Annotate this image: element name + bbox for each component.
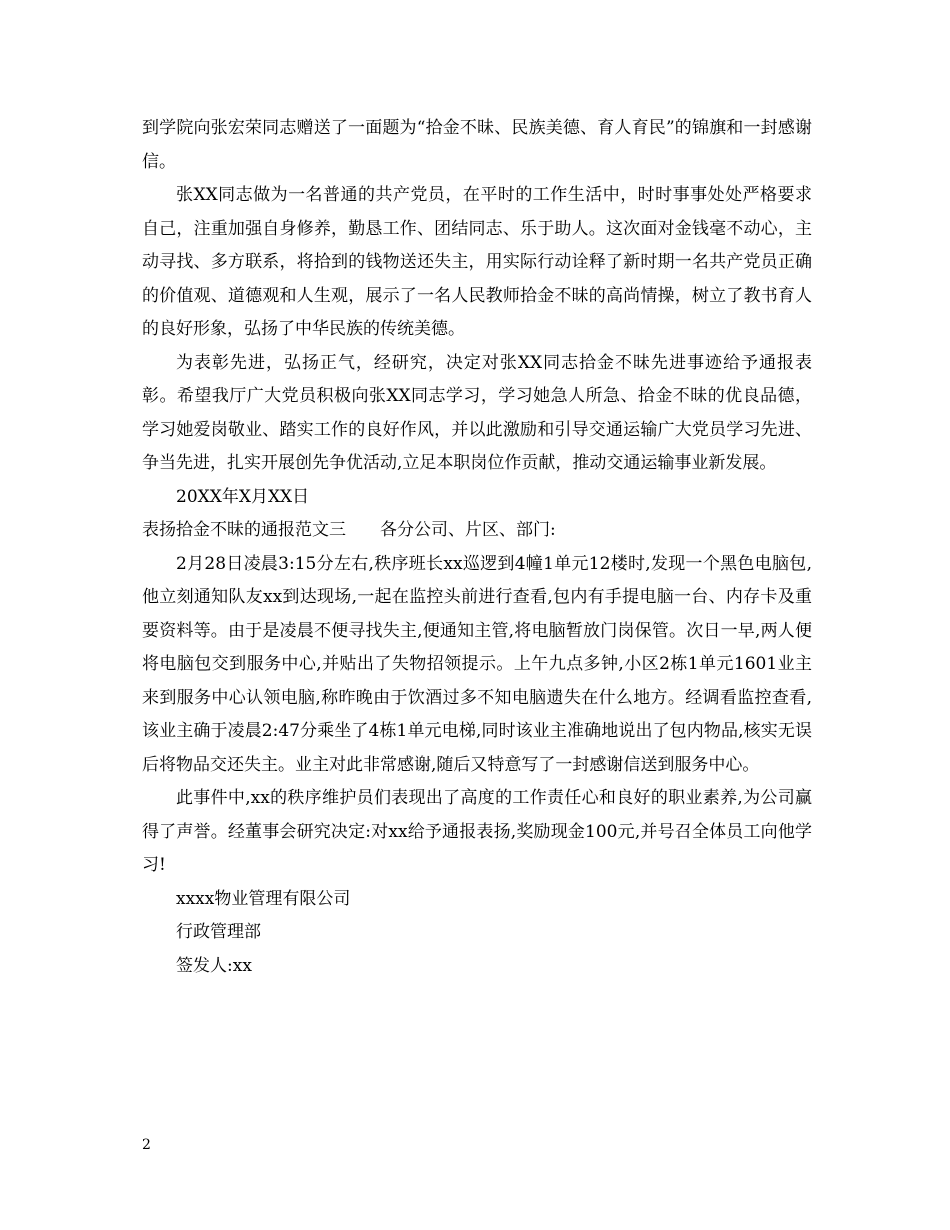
signature-issuer: 签发人:xx xyxy=(176,955,252,976)
page-number: 2 xyxy=(142,1137,151,1153)
sample-three-heading: 表扬拾金不昧的通报范文三 各分公司、片区、部门: xyxy=(142,520,556,540)
document-body xyxy=(142,112,812,983)
signature-company: xxxx物业管理有限公司 xyxy=(176,888,351,909)
paragraph-incident: 2月28日凌晨3:15分左右,秩序班长xx巡逻到4幢1单元12楼时,发现一个黑色电脑包,他立刻通知队友xx到达现场,一起在监控头前进行查看,包内有手提电脑一台、内存卡及重要资料等。由于是凌晨不便寻找失主,便通知主管,将电脑暂放门岗保管。次日一早,两人便将电脑包交到服务中心,并贴出了失物招领提示。上午九点多钟,小区2栋1单元1601业主来到服务中心认领电脑,称昨晚由于饮酒过多不知电脑遗失在什么地方。经调看监控查看,该业主确于凌晨2:47分乘坐了4栋1单元电梯,同时该业主准确地说出了包内物品,核实无误后将物品交还失主。业主对此非常感谢,随后又特意写了一封感谢信送到服务中心。 xyxy=(142,553,812,775)
paragraph-praise: 张XX同志做为一名普通的共产党员，在平时的工作生活中，时时事事处处严格要求自己，注重加强自身修养，勤恳工作、团结同志、乐于助人。这次面对金钱毫不动心，主动寻找、多方联系，将拾到的钱物送还失主，用实际行动诠释了新时期一名共产党员正确的价值观、道德观和人生观，展示了一名人民教师拾金不昧的高尚情操，树立了教书育人的良好形象，弘扬了中华民族的传统美德。 xyxy=(142,185,812,339)
date-line: 20XX年X月XX日 xyxy=(176,486,310,507)
paragraph-banner-gift: 到学院向张宏荣同志赠送了一面题为“拾金不昧、民族美德、育人育民”的锦旗和一封感谢信。 xyxy=(142,118,812,172)
signature-department: 行政管理部 xyxy=(176,922,261,942)
paragraph-decision: 此事件中,xx的秩序维护员们表现出了高度的工作责任心和良好的职业素养,为公司赢得了声誉。经董事会研究决定:对xx给予通报表扬,奖励现金100元,并号召全体员工向他学习! xyxy=(142,788,812,875)
paragraph-commendation: 为表彰先进，弘扬正气，经研究，决定对张XX同志拾金不昧先进事迹给予通报表彰。希望我厅广大党员积极向张XX同志学习，学习她急人所急、拾金不昧的优良品德，学习她爱岗敬业、踏实工作的良好作风，并以此激励和引导交通运输广大党员学习先进、争当先进，扎实开展创先争优活动,立足本职岗位作贡献，推动交通运输事业新发展。 xyxy=(142,352,812,473)
